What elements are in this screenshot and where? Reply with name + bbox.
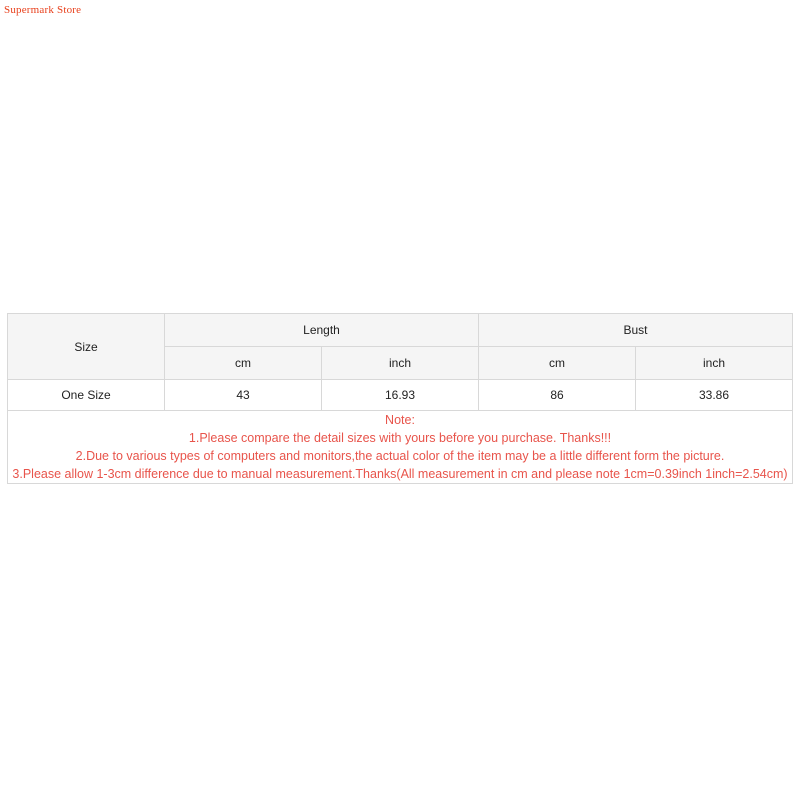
note-block	[8, 411, 793, 484]
cell-length-cm: 43	[165, 380, 322, 411]
note-title: Note:	[385, 413, 415, 427]
cell-length-inch: 16.93	[322, 380, 479, 411]
header-size: Size	[8, 314, 165, 380]
note-line-2: 2.Due to various types of computers and monitors,the actual color of the item may be a little different form the picture.	[75, 449, 725, 463]
table-row	[8, 380, 793, 411]
table-row-note	[8, 411, 793, 484]
header-length-cm: cm	[165, 347, 322, 380]
cell-bust-inch: 33.86	[636, 380, 793, 411]
table-row	[8, 314, 793, 347]
header-bust-cm: cm	[479, 347, 636, 380]
header-bust-inch: inch	[636, 347, 793, 380]
store-name: Supermark Store	[4, 4, 82, 16]
header-length-inch: inch	[322, 347, 479, 380]
note-line-1: 1.Please compare the detail sizes with yours before you purchase. Thanks!!!	[188, 431, 612, 445]
size-table	[7, 313, 793, 484]
header-length: Length	[165, 314, 479, 347]
note-line-3: 3.Please allow 1-3cm difference due to manual measurement.Thanks(All measurement in cm and please note 1cm=0.39inch 1inch=2.54cm)	[12, 467, 788, 481]
cell-size-value: One Size	[8, 380, 165, 411]
header-bust: Bust	[479, 314, 793, 347]
size-chart	[7, 313, 793, 484]
cell-bust-cm: 86	[479, 380, 636, 411]
